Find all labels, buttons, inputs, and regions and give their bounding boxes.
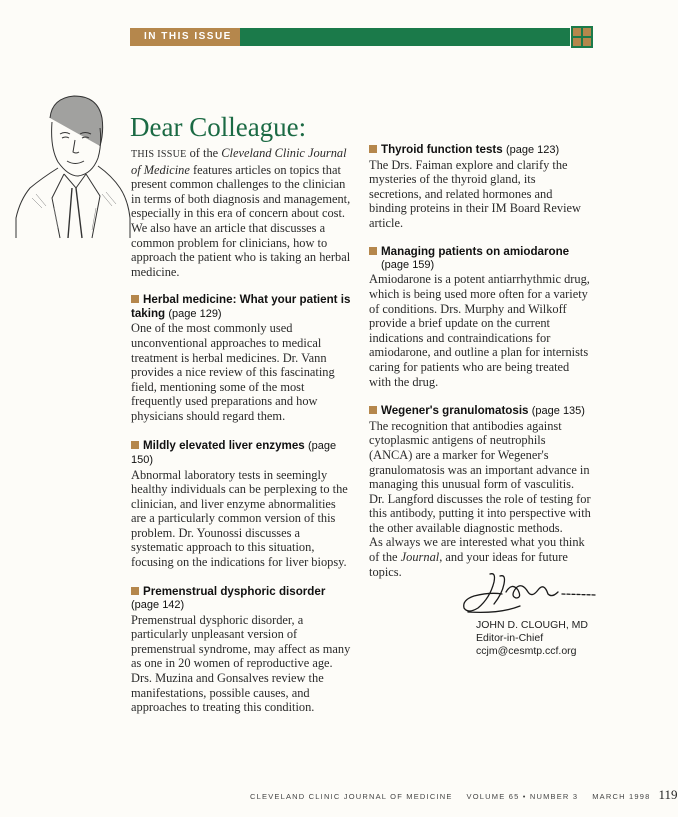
- bullet-square-icon: [369, 247, 377, 255]
- editor-role: Editor-in-Chief: [476, 632, 544, 644]
- section-title: Managing patients on amiodarone: [381, 245, 570, 259]
- section-herbal-medicine: [131, 293, 353, 423]
- bullet-square-icon: [369, 145, 377, 153]
- section-heading: [131, 585, 353, 613]
- editor-name: JOHN D. CLOUGH, MD: [476, 619, 589, 631]
- bullet-square-icon: [131, 295, 139, 303]
- page-title: Dear Colleague:: [130, 112, 307, 142]
- section-heading: [369, 143, 591, 158]
- closing-journal-name: Journal: [400, 550, 440, 565]
- section-heading: [369, 245, 591, 272]
- editor-email: ccjm@cesmtp.ccf.org: [476, 645, 577, 657]
- closing-text-b: , and your ideas for future topics.: [369, 550, 568, 579]
- section-thyroid: [369, 143, 591, 230]
- section-wegener: [369, 404, 591, 535]
- section-page: (page 135): [531, 405, 585, 418]
- section-heading: [131, 439, 353, 468]
- footer-journal: CLEVELAND CLINIC JOURNAL OF MEDICINE: [250, 792, 453, 801]
- section-amiodarone: [369, 245, 591, 389]
- section-page: (page 150): [131, 439, 337, 466]
- section-body: The Drs. Faiman explore and clarify the mysteries of the thyroid gland, its secretions, and related hormones and binding proteins in their IM Board Review article.: [369, 157, 581, 230]
- intro-text-a: of the: [186, 146, 222, 160]
- signature-image: [460, 568, 600, 618]
- section-body: Premenstrual dysphoric disorder, a particularly unpleasant version of premenstrual syndrome, may affect as many as one in 20 women of reproductive age. Drs. Muzina and Gonsalves review the manifestations, possible causes, and approaches to treating this condition.: [131, 612, 351, 715]
- section-body: The recognition that antibodies against cytoplasmic antigens of neutrophils (ANCA) are a marker for Wegener's granulomatosis was an important advance in managing this unusual form of vasculitis. Dr. Langford discusses the role of testing for this antibody, putting it into perspective with the other available diagnostic methods.: [369, 418, 591, 535]
- section-liver-enzymes: [131, 439, 353, 570]
- section-title: Mildly elevated liver enzymes: [143, 438, 305, 452]
- section-page: (page 142): [131, 599, 185, 612]
- intro-paragraph: [131, 146, 353, 279]
- section-title: Thyroid function tests: [381, 143, 503, 156]
- footer-date: MARCH 1998: [592, 792, 651, 801]
- editor-portrait: [12, 88, 132, 238]
- journal-logo-icon: [570, 25, 594, 49]
- section-premenstrual: [131, 585, 353, 715]
- section-tab: IN THIS ISSUE: [130, 28, 240, 46]
- section-title: Herbal medicine: What your patient is taking: [131, 293, 351, 320]
- section-heading: [131, 293, 353, 321]
- bullet-square-icon: [369, 406, 377, 414]
- section-page: (page 123): [505, 144, 560, 156]
- section-page: (page 129): [168, 307, 222, 320]
- right-column: [369, 143, 591, 579]
- page-number: 119: [658, 787, 678, 802]
- page-footer: [250, 787, 678, 803]
- intro-lead: THIS ISSUE: [131, 149, 187, 160]
- intro-journal-name: Cleveland Clinic Journal of Medicine: [131, 146, 347, 177]
- signature-block: [476, 619, 588, 658]
- bullet-square-icon: [131, 587, 139, 595]
- section-body: One of the most commonly used unconventional approaches to medical treatment is herbal medicines. Dr. Vann provides a nice review of this fascinating field, mentioning some of the most frequently used preparations and how physicians should regard them.: [131, 321, 335, 423]
- section-page: (page 159): [381, 258, 435, 271]
- bullet-square-icon: [131, 441, 139, 449]
- section-title: Premenstrual dysphoric disorder: [143, 584, 326, 598]
- closing-text-a: As always we are interested what you think of the: [369, 535, 585, 565]
- section-body: Amiodarone is a potent antiarrhythmic drug, which is being used more often for a variety of conditions. Drs. Murphy and Wilkoff provide a brief update on the current indications and contraindications for amiodarone, and outline a plan for internists caring for patients who are being treated with the drug.: [369, 272, 590, 389]
- header-bar: [130, 28, 588, 46]
- intro-text-b: features articles on topics that present common challenges to the clinician in terms of both diagnosis and management, especially in this era of concern about cost. We also have an article that discusses a common problem for clinicians, how to approach the patient who is taking an herbal medicine.: [131, 162, 351, 279]
- footer-volume: VOLUME 65 • NUMBER 3: [466, 792, 579, 801]
- left-column: [131, 146, 353, 715]
- section-heading: [369, 404, 591, 419]
- section-body: Abnormal laboratory tests in seemingly healthy individuals can be perplexing to the clinician, and liver enzyme abnormalities are a particularly common version of this problem. Dr. Younossi discusses a systematic approach to this situation, focusing on the indications for liver biopsy.: [131, 467, 348, 570]
- section-title: Wegener's granulomatosis: [381, 404, 529, 418]
